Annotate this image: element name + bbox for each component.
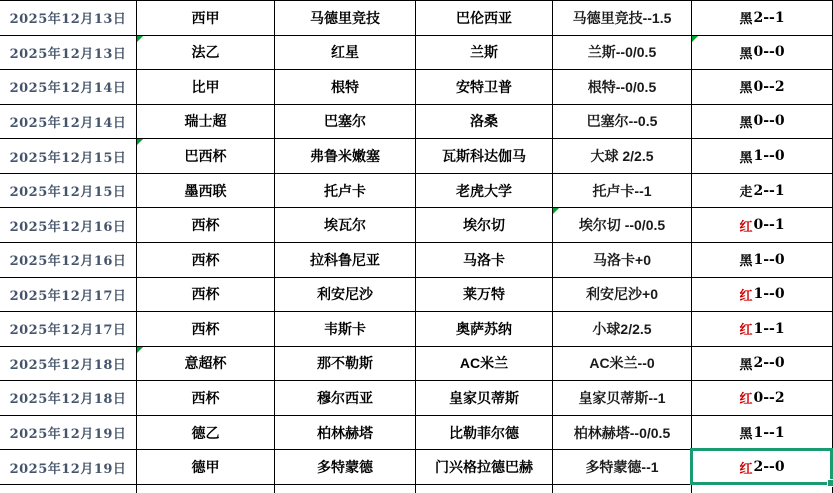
cell-away[interactable]: 安特卫普 <box>416 70 553 105</box>
cell-result[interactable] <box>692 278 833 313</box>
cell-home[interactable]: 弗鲁米嫩塞 <box>275 139 416 174</box>
result-flag: 走 <box>739 184 753 200</box>
cell-away[interactable]: 门兴格拉德巴赫 <box>416 450 553 485</box>
cell-handicap[interactable]: 根特--0/0.5 <box>553 70 692 105</box>
partial-cell <box>0 485 137 493</box>
cell-league[interactable]: 德甲 <box>137 450 275 485</box>
error-marker-icon <box>137 139 143 145</box>
result-flag: 黑 <box>739 11 753 27</box>
result-score: 0--2 <box>753 389 785 406</box>
cell-home[interactable]: 那不勒斯 <box>275 347 416 382</box>
cell-away[interactable]: 瓦斯科达伽马 <box>416 139 553 174</box>
result-score: 1--0 <box>753 148 785 165</box>
cell-handicap[interactable]: 小球2/2.5 <box>553 312 692 347</box>
cell-date[interactable]: 2025年12月19日 <box>0 416 137 451</box>
cell-league[interactable]: 西杯 <box>137 381 275 416</box>
cell-home[interactable]: 马德里竞技 <box>275 1 416 36</box>
error-marker-icon <box>553 208 559 214</box>
cell-result[interactable] <box>692 139 833 174</box>
cell-result[interactable] <box>692 243 833 278</box>
cell-handicap[interactable]: 利安尼沙+0 <box>553 278 692 313</box>
cell-away[interactable]: 马洛卡 <box>416 243 553 278</box>
cell-home[interactable]: 柏林赫塔 <box>275 416 416 451</box>
result-flag: 黑 <box>739 80 753 96</box>
result-score: 1--0 <box>753 286 785 303</box>
error-marker-icon <box>137 347 143 353</box>
partial-cell <box>416 485 553 493</box>
cell-handicap[interactable]: 多特蒙德--1 <box>553 450 692 485</box>
result-flag: 红 <box>739 391 753 407</box>
cell-away[interactable]: 巴伦西亚 <box>416 1 553 36</box>
result-score: 2--0 <box>753 459 785 476</box>
result-score: 0--2 <box>753 78 785 95</box>
cell-handicap[interactable]: 马洛卡+0 <box>553 243 692 278</box>
cell-result[interactable] <box>692 70 833 105</box>
cell-handicap[interactable]: 埃尔切 --0/0.5 <box>553 208 692 243</box>
cell-result[interactable] <box>692 381 833 416</box>
result-score: 0--1 <box>753 217 785 234</box>
result-flag: 红 <box>739 322 753 338</box>
cell-league[interactable]: 西杯 <box>137 312 275 347</box>
cell-home[interactable]: 托卢卡 <box>275 174 416 209</box>
cell-away[interactable]: 皇家贝蒂斯 <box>416 381 553 416</box>
result-flag: 黑 <box>739 149 753 165</box>
cell-date[interactable]: 2025年12月15日 <box>0 139 137 174</box>
cell-league[interactable]: 西甲 <box>137 1 275 36</box>
cell-handicap[interactable]: 托卢卡--1 <box>553 174 692 209</box>
cell-date[interactable]: 2025年12月19日 <box>0 450 137 485</box>
result-flag: 黑 <box>739 356 753 372</box>
cell-away[interactable]: 奥萨苏纳 <box>416 312 553 347</box>
partial-cell <box>692 485 833 493</box>
result-score: 2--1 <box>753 9 785 26</box>
cell-date[interactable]: 2025年12月15日 <box>0 174 137 209</box>
cell-result[interactable] <box>692 105 833 140</box>
cell-date[interactable]: 2025年12月17日 <box>0 278 137 313</box>
cell-home[interactable]: 埃瓦尔 <box>275 208 416 243</box>
error-marker-icon <box>692 36 698 42</box>
cell-handicap[interactable]: 大球 2/2.5 <box>553 139 692 174</box>
cell-result[interactable] <box>692 1 833 36</box>
error-marker-icon <box>137 36 143 42</box>
cell-league[interactable]: 瑞士超 <box>137 105 275 140</box>
result-score: 1--0 <box>753 251 785 268</box>
cell-date[interactable]: 2025年12月13日 <box>0 1 137 36</box>
cell-league[interactable]: 西杯 <box>137 208 275 243</box>
result-score: 0--0 <box>753 113 785 130</box>
cell-home[interactable]: 拉科鲁尼亚 <box>275 243 416 278</box>
cell-home[interactable]: 穆尔西亚 <box>275 381 416 416</box>
cell-date[interactable]: 2025年12月16日 <box>0 208 137 243</box>
cell-away[interactable]: 埃尔切 <box>416 208 553 243</box>
result-flag: 红 <box>739 218 753 234</box>
cell-date[interactable]: 2025年12月13日 <box>0 36 137 71</box>
cell-home[interactable]: 韦斯卡 <box>275 312 416 347</box>
cell-league[interactable]: 巴西杯 <box>137 139 275 174</box>
result-flag: 黑 <box>739 426 753 442</box>
result-score: 2--0 <box>753 355 785 372</box>
cell-date[interactable]: 2025年12月18日 <box>0 381 137 416</box>
result-score: 2--1 <box>753 182 785 199</box>
cell-home[interactable]: 根特 <box>275 70 416 105</box>
cell-away[interactable]: 比勒菲尔德 <box>416 416 553 451</box>
cell-date[interactable]: 2025年12月18日 <box>0 347 137 382</box>
cell-result[interactable] <box>692 416 833 451</box>
partial-cell <box>553 485 692 493</box>
cell-result[interactable] <box>692 450 833 485</box>
cell-home[interactable]: 利安尼沙 <box>275 278 416 313</box>
cell-league[interactable]: 意超杯 <box>137 347 275 382</box>
next-row-sliver <box>0 485 833 493</box>
cell-date[interactable]: 2025年12月14日 <box>0 105 137 140</box>
cell-league[interactable]: 德乙 <box>137 416 275 451</box>
cell-league[interactable]: 比甲 <box>137 70 275 105</box>
cell-handicap[interactable]: 巴塞尔--0.5 <box>553 105 692 140</box>
cell-league[interactable]: 墨西联 <box>137 174 275 209</box>
cell-league[interactable]: 西杯 <box>137 278 275 313</box>
cell-away[interactable]: 兰斯 <box>416 36 553 71</box>
match-table <box>0 1 833 485</box>
cell-handicap[interactable]: 马德里竞技--1.5 <box>553 1 692 36</box>
cell-home[interactable]: 红星 <box>275 36 416 71</box>
result-flag: 红 <box>739 460 753 476</box>
result-flag: 黑 <box>739 45 753 61</box>
cell-date[interactable]: 2025年12月16日 <box>0 243 137 278</box>
cell-date[interactable]: 2025年12月17日 <box>0 312 137 347</box>
cell-league[interactable]: 西杯 <box>137 243 275 278</box>
cell-handicap[interactable]: AC米兰--0 <box>553 347 692 382</box>
cell-league[interactable]: 法乙 <box>137 36 275 71</box>
cell-away[interactable]: AC米兰 <box>416 347 553 382</box>
cell-result[interactable] <box>692 36 833 71</box>
cell-home[interactable]: 多特蒙德 <box>275 450 416 485</box>
cell-result[interactable] <box>692 208 833 243</box>
cell-away[interactable]: 老虎大学 <box>416 174 553 209</box>
partial-cell <box>275 485 416 493</box>
cell-result[interactable] <box>692 347 833 382</box>
cell-result[interactable] <box>692 312 833 347</box>
cell-away[interactable]: 莱万特 <box>416 278 553 313</box>
partial-cell <box>137 485 275 493</box>
result-flag: 红 <box>739 287 753 303</box>
cell-handicap[interactable]: 兰斯--0/0.5 <box>553 36 692 71</box>
cell-handicap[interactable]: 皇家贝蒂斯--1 <box>553 381 692 416</box>
cell-date[interactable]: 2025年12月14日 <box>0 70 137 105</box>
cell-result[interactable] <box>692 174 833 209</box>
cell-home[interactable]: 巴塞尔 <box>275 105 416 140</box>
cell-away[interactable]: 洛桑 <box>416 105 553 140</box>
result-score: 0--0 <box>753 44 785 61</box>
result-score: 1--1 <box>753 320 785 337</box>
result-flag: 黑 <box>739 114 753 130</box>
result-score: 1--1 <box>753 424 785 441</box>
result-flag: 黑 <box>739 253 753 269</box>
cell-handicap[interactable]: 柏林赫塔--0/0.5 <box>553 416 692 451</box>
